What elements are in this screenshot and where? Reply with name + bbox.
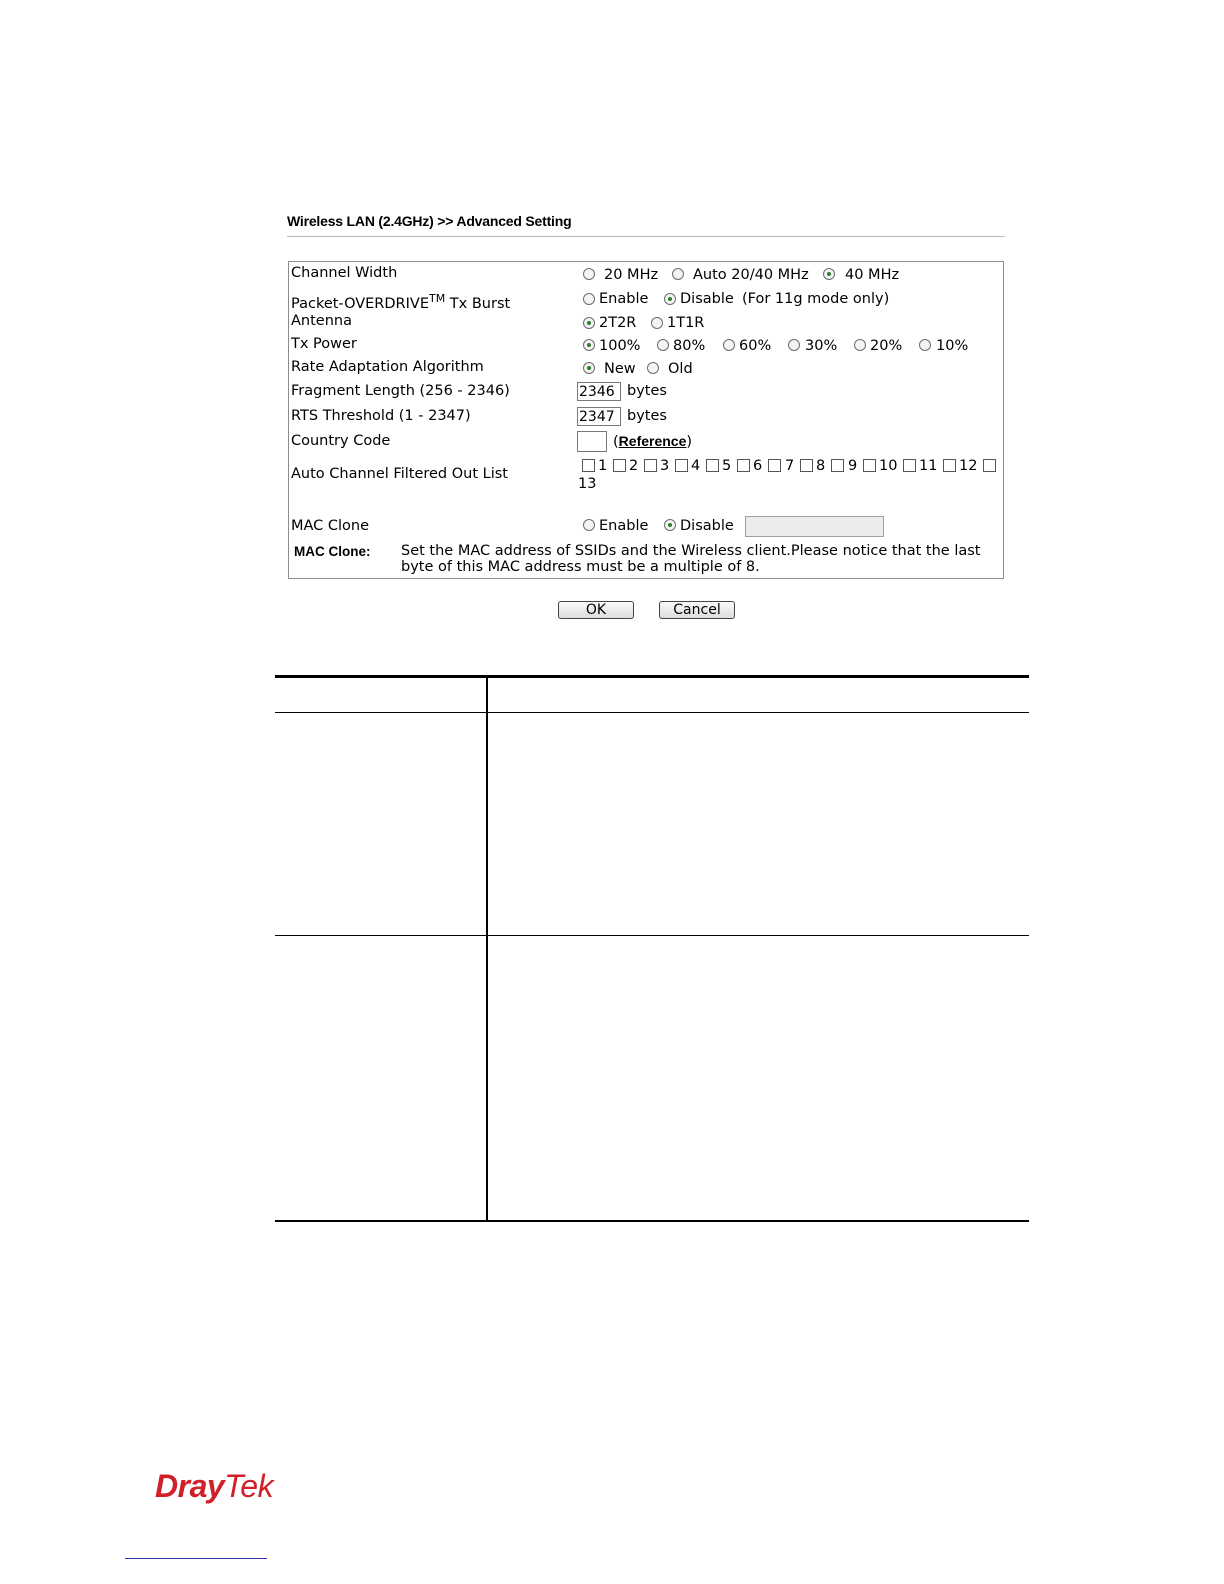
tx-power-10-radio[interactable] xyxy=(919,339,931,351)
mac-clone-disable-label: Disable xyxy=(680,518,734,534)
tx-power-100-radio[interactable] xyxy=(583,339,595,351)
channel-width-20mhz-radio[interactable] xyxy=(583,268,595,280)
packet-overdrive-label: Packet-OVERDRIVE™ Tx Burst xyxy=(291,292,511,312)
page-title: Wireless LAN (2.4GHz) >> Advanced Setting xyxy=(287,213,572,229)
rate-adaptation-new-radio[interactable] xyxy=(583,362,595,374)
channel-4-label: 4 xyxy=(691,458,701,474)
channel-width-40mhz-radio[interactable] xyxy=(823,268,835,280)
table-header-divider xyxy=(275,712,1029,713)
tx-burst-disable-label: Disable xyxy=(680,291,734,307)
tx-power-label: Tx Power xyxy=(291,336,357,352)
channel-3-label: 3 xyxy=(660,458,670,474)
rate-adaptation-old-radio[interactable] xyxy=(647,362,659,374)
channel-1-checkbox[interactable] xyxy=(582,459,595,472)
channel-10-checkbox[interactable] xyxy=(863,459,876,472)
channel-4-checkbox[interactable] xyxy=(675,459,688,472)
channel-7-checkbox[interactable] xyxy=(768,459,781,472)
auto-channel-label: Auto Channel Filtered Out List xyxy=(291,466,508,482)
channel-8-checkbox[interactable] xyxy=(800,459,813,472)
channel-width-auto-radio[interactable] xyxy=(672,268,684,280)
channel-8-label: 8 xyxy=(816,458,826,474)
channel-5-label: 5 xyxy=(722,458,732,474)
table-top-border xyxy=(275,675,1029,678)
tx-burst-enable-label: Enable xyxy=(599,291,649,307)
antenna-2t2r-label: 2T2R xyxy=(599,315,637,331)
fragment-length-label: Fragment Length (256 - 2346) xyxy=(291,383,510,399)
rts-threshold-label: RTS Threshold (1 - 2347) xyxy=(291,408,471,424)
mac-clone-label: MAC Clone xyxy=(291,518,370,534)
rate-adaptation-label: Rate Adaptation Algorithm xyxy=(291,359,484,375)
tx-power-10-label: 10% xyxy=(936,338,969,354)
channel-13-label: 13 xyxy=(578,476,597,492)
table-row-divider xyxy=(275,935,1029,936)
tx-power-100-label: 100% xyxy=(599,338,641,354)
tx-power-80-label: 80% xyxy=(673,338,706,354)
rts-threshold-unit: bytes xyxy=(627,408,667,424)
channel-11-checkbox[interactable] xyxy=(903,459,916,472)
tx-power-60-label: 60% xyxy=(739,338,772,354)
channel-width-20mhz-label: 20 MHz xyxy=(604,267,659,283)
footer-rule xyxy=(125,1558,267,1559)
mac-clone-enable-radio[interactable] xyxy=(583,519,595,531)
channel-6-label: 6 xyxy=(753,458,763,474)
channel-width-label: Channel Width xyxy=(291,265,398,281)
tx-burst-note: (For 11g mode only) xyxy=(742,291,890,307)
antenna-2t2r-radio[interactable] xyxy=(583,317,595,329)
draytek-logo: DrayTek xyxy=(155,1468,274,1504)
channel-11-label: 11 xyxy=(919,458,938,474)
rate-adaptation-old-label: Old xyxy=(668,361,693,377)
channel-width-40mhz-label: 40 MHz xyxy=(845,267,900,283)
channel-9-label: 9 xyxy=(848,458,858,474)
country-code-label: Country Code xyxy=(291,433,391,449)
tx-power-20-radio[interactable] xyxy=(854,339,866,351)
mac-clone-disable-radio[interactable] xyxy=(664,519,676,531)
table-bottom-border xyxy=(275,1220,1029,1222)
rts-threshold-input[interactable] xyxy=(577,407,621,426)
channel-9-checkbox[interactable] xyxy=(831,459,844,472)
tx-power-30-radio[interactable] xyxy=(788,339,800,351)
fragment-length-input[interactable] xyxy=(577,382,621,401)
tx-burst-enable-radio[interactable] xyxy=(583,293,595,305)
channel-13-checkbox[interactable] xyxy=(983,459,996,472)
mac-clone-note-text: Set the MAC address of SSIDs and the Wireless client.Please notice that the last byte of this MAC address must be a multiple of 8. xyxy=(401,543,981,575)
tx-burst-disable-radio[interactable] xyxy=(664,293,676,305)
cancel-button[interactable]: Cancel xyxy=(659,601,735,619)
channel-1-label: 1 xyxy=(598,458,608,474)
rate-adaptation-new-label: New xyxy=(604,361,636,377)
mac-clone-note-label: MAC Clone: xyxy=(294,544,371,559)
mac-clone-address-input[interactable] xyxy=(745,516,884,537)
ok-button[interactable]: OK xyxy=(558,601,634,619)
reference-link-wrapper: (Reference) xyxy=(613,433,693,450)
channel-width-auto-label: Auto 20/40 MHz xyxy=(693,267,809,283)
antenna-1t1r-label: 1T1R xyxy=(667,315,705,331)
channel-12-label: 12 xyxy=(959,458,978,474)
fragment-length-unit: bytes xyxy=(627,383,667,399)
country-code-input[interactable] xyxy=(577,431,607,452)
tx-power-20-label: 20% xyxy=(870,338,903,354)
title-divider xyxy=(287,236,1005,237)
channel-7-label: 7 xyxy=(785,458,795,474)
channel-2-label: 2 xyxy=(629,458,639,474)
tx-power-30-label: 30% xyxy=(805,338,838,354)
channel-2-checkbox[interactable] xyxy=(613,459,626,472)
table-column-divider xyxy=(486,676,488,1222)
channel-3-checkbox[interactable] xyxy=(644,459,657,472)
channel-5-checkbox[interactable] xyxy=(706,459,719,472)
antenna-1t1r-radio[interactable] xyxy=(651,317,663,329)
antenna-label: Antenna xyxy=(291,313,352,329)
tx-power-60-radio[interactable] xyxy=(723,339,735,351)
tx-power-80-radio[interactable] xyxy=(657,339,669,351)
channel-6-checkbox[interactable] xyxy=(737,459,750,472)
channel-12-checkbox[interactable] xyxy=(943,459,956,472)
reference-link[interactable]: Reference xyxy=(618,433,687,449)
mac-clone-enable-label: Enable xyxy=(599,518,649,534)
channel-10-label: 10 xyxy=(879,458,898,474)
